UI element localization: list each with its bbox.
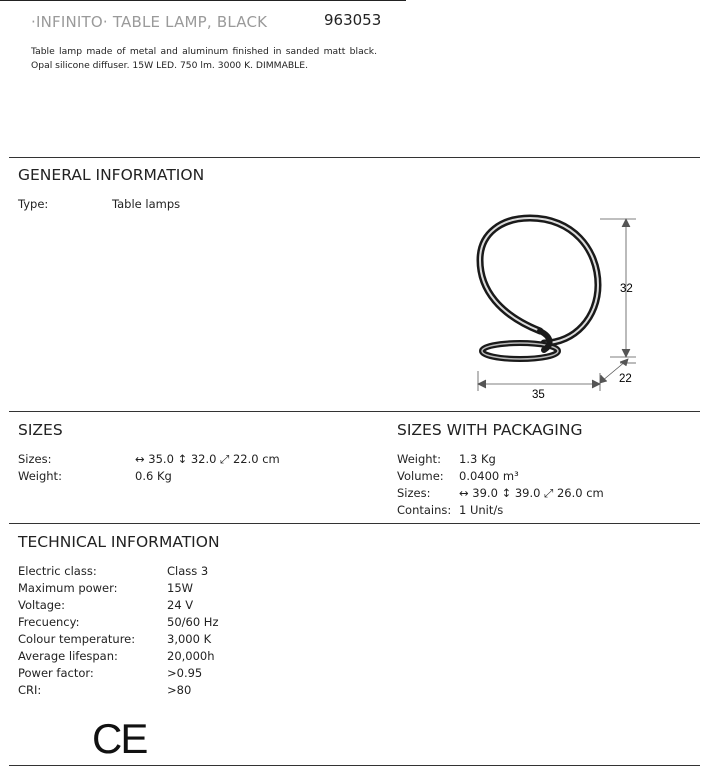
top-rule xyxy=(0,0,406,1)
tech-row-value: 15W xyxy=(167,581,194,595)
tech-row-label: Voltage: xyxy=(18,598,66,612)
sizes-heading: SIZES xyxy=(18,421,63,439)
depth-label: 22 xyxy=(619,373,632,385)
width-dimension xyxy=(478,371,600,391)
tech-row-value: Class 3 xyxy=(167,564,209,578)
tech-row-value: 20,000h xyxy=(167,649,215,663)
tech-row-label: Electric class: xyxy=(18,564,97,578)
divider xyxy=(9,523,700,524)
packaging-contains-value: 1 Unit/s xyxy=(459,503,504,517)
tech-row-label: Maximum power: xyxy=(18,581,118,595)
tech-row-label: CRI: xyxy=(18,683,42,697)
packaging-sizes-value: ↔ 39.0 ↕ 39.0 ⤢ 26.0 cm xyxy=(459,486,604,500)
packaging-weight-label: Weight: xyxy=(397,452,441,466)
tech-row-label: Colour temperature: xyxy=(18,632,136,646)
packaging-volume-label: Volume: xyxy=(397,469,444,483)
tech-row-label: Average lifespan: xyxy=(18,649,118,663)
type-label: Type: xyxy=(18,197,49,211)
lamp-dimension-drawing xyxy=(460,205,650,405)
ce-mark-icon: CE xyxy=(92,715,147,762)
packaging-contains-label: Contains: xyxy=(397,503,452,517)
technical-information-heading: TECHNICAL INFORMATION xyxy=(18,533,220,551)
sizes-value: ↔ 35.0 ↕ 32.0 ⤢ 22.0 cm xyxy=(135,452,280,466)
weight-value: 0.6 Kg xyxy=(135,469,172,483)
weight-label: Weight: xyxy=(18,469,62,483)
packaging-weight-value: 1.3 Kg xyxy=(459,452,496,466)
product-code: 963053 xyxy=(324,11,382,29)
divider xyxy=(9,411,700,412)
height-label: 32 xyxy=(620,283,633,295)
packaging-sizes-label: Sizes: xyxy=(397,486,431,500)
tech-row-value: 24 V xyxy=(167,598,194,612)
tech-row-value: 3,000 K xyxy=(167,632,212,646)
tech-row-value: 50/60 Hz xyxy=(167,615,219,629)
general-information-heading: GENERAL INFORMATION xyxy=(18,166,205,184)
width-label: 35 xyxy=(532,389,545,401)
sizes-label: Sizes: xyxy=(18,452,52,466)
tech-row-value: >80 xyxy=(167,683,192,697)
tech-row-label: Power factor: xyxy=(18,666,94,680)
type-value: Table lamps xyxy=(112,197,181,211)
tech-row-label: Frecuency: xyxy=(18,615,80,629)
tech-row-value: >0.95 xyxy=(167,666,203,680)
packaging-heading: SIZES WITH PACKAGING xyxy=(397,421,583,439)
divider xyxy=(9,765,700,766)
product-title: ·INFINITO· TABLE LAMP, BLACK xyxy=(31,13,268,31)
packaging-volume-value: 0.0400 m³ xyxy=(459,469,519,483)
divider xyxy=(9,157,700,158)
product-description: Table lamp made of metal and aluminum finished in sanded matt black. Opal silicone diffuser. 15W LED. 750 lm. 3000 K. DIMMABLE. xyxy=(31,46,377,71)
lamp-illustration xyxy=(480,218,598,359)
